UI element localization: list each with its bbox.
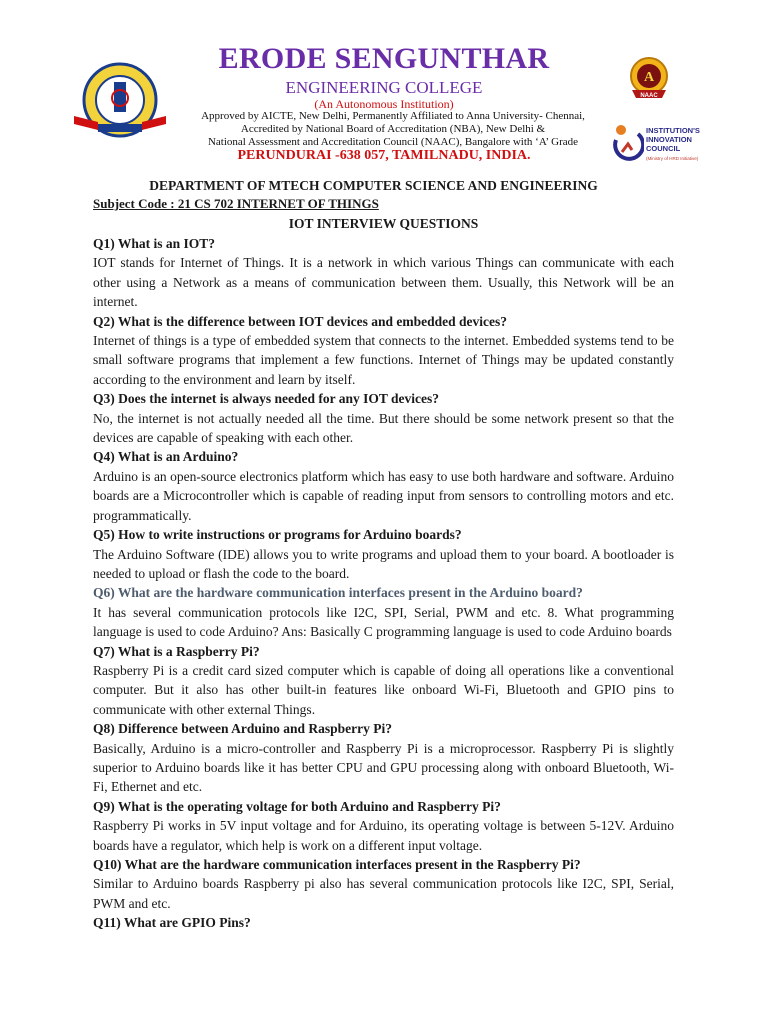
answer: Similar to Arduino boards Raspberry pi also has several communication protocols like I2C, SPI, Serial, PWM and etc. xyxy=(93,876,674,911)
qa-item xyxy=(93,719,674,797)
answer: Internet of things is a type of embedded system that connects to the internet. Embedded systems tend to be small software programs that implement a few functions. Internet of Things may be updated constantly according to the environment and learn by itself. xyxy=(93,333,674,387)
answer: IOT stands for Internet of Things. It is a network in which various Things can communicate with each other using a Network as a means of communication between them. Usually, this Network will be an internet. xyxy=(93,255,674,310)
qa-item xyxy=(93,447,674,525)
question: Q6) What are the hardware communication interfaces present in the Arduino board? xyxy=(93,585,583,601)
answer: Raspberry Pi works in 5V input voltage and for Arduino, its operating voltage is between 5-12V. Arduino boards have a regulator, which help is work on a different input voltage. xyxy=(93,818,674,853)
qa-item xyxy=(93,525,674,583)
qa-item xyxy=(93,855,674,913)
answer: It has several communication protocols like I2C, SPI, Serial, PWM and etc. 8. What programming language is used to code Arduino? Ans: Basically C programming language is used to code Arduino boards xyxy=(93,604,674,640)
qa-item xyxy=(93,389,674,447)
autonomous-status: (An Autonomous Institution) xyxy=(314,97,454,111)
naac-logo xyxy=(626,56,672,114)
iic-title-line: INNOVATION xyxy=(646,135,692,144)
qa-item xyxy=(93,312,674,390)
naac-letter: A xyxy=(643,70,655,85)
answer: No, the internet is not actually needed all the time. But there should be some network present so that the devices are capable of speaking with each other. xyxy=(93,410,674,446)
qa-item xyxy=(93,642,674,720)
question: Q3) Does the internet is always needed for any IOT devices? xyxy=(93,391,439,407)
college-name: ERODE SENGUNTHAR xyxy=(218,42,550,75)
naac-badge-icon xyxy=(626,56,672,104)
iic-logo xyxy=(612,122,716,168)
document-body xyxy=(93,176,674,933)
question: Q8) Difference between Arduino and Raspberry Pi? xyxy=(93,721,392,737)
iic-title-line: INSTITUTION'S xyxy=(646,126,700,135)
answer: Arduino is an open-source electronics platform which has easy to use both hardware and software. Arduino boards are a Microcontroller which is capable of reading input from sensors to controlling motors and etc. programmatically. xyxy=(93,468,674,523)
answer: Raspberry Pi is a credit card sized computer which is capable of doing all operations like a conventional computer. But it also has other built-in features like onboard Wi-Fi, Bluetooth and GPIO pins to communicate with other external Things. xyxy=(93,662,674,717)
question: Q5) How to write instructions or programs for Arduino boards? xyxy=(93,527,462,543)
subject-code: Subject Code : 21 CS 702 INTERNET OF THINGS xyxy=(93,196,379,211)
question: Q7) What is a Raspberry Pi? xyxy=(93,643,260,659)
question: Q2) What is the difference between IOT devices and embedded devices? xyxy=(93,313,507,329)
letterhead xyxy=(0,0,768,170)
question: Q9) What is the operating voltage for both Arduino and Raspberry Pi? xyxy=(93,798,501,814)
naac-label: NAAC xyxy=(640,93,658,99)
approval-line: Approved by AICTE, New Delhi, Permanently Affiliated to Anna University- Chennai, xyxy=(201,110,585,122)
qa-item xyxy=(93,583,674,641)
college-subtitle: ENGINEERING COLLEGE xyxy=(285,78,483,97)
question: Q10) What are the hardware communication interfaces present in the Raspberry Pi? xyxy=(93,857,581,872)
qa-item xyxy=(93,913,674,932)
question: Q4) What is an Arduino? xyxy=(93,449,239,465)
iic-title-line: COUNCIL xyxy=(646,144,681,153)
approval-line: Accredited by National Board of Accreditation (NBA), New Delhi & xyxy=(240,123,546,135)
iic-title xyxy=(646,126,700,153)
answer: Basically, Arduino is a micro-controller and Raspberry Pi is a microprocessor. Raspberry Pi is slightly superior to Arduino boards like it has better CPU and GPU processing along with onboard Bluetooth, Wi-Fi, Ethernet and etc. xyxy=(93,740,674,795)
approval-line: National Assessment and Accreditation Council (NAAC), Bangalore with ‘A’ Grade xyxy=(207,136,579,148)
qa-item xyxy=(93,797,674,855)
iic-emblem-icon xyxy=(612,122,644,164)
answer: The Arduino Software (IDE) allows you to write programs and upload them to your board. A bootloader is needed to upload or flash the code to the board. xyxy=(93,546,674,581)
approval-text xyxy=(185,110,601,149)
document-title: IOT INTERVIEW QUESTIONS xyxy=(288,216,479,231)
department-heading: DEPARTMENT OF MTECH COMPUTER SCIENCE AND ENGINEERING xyxy=(149,178,598,193)
question: Q1) What is an IOT? xyxy=(93,236,216,251)
iic-subtitle: (Ministry of HRD Initiative) xyxy=(646,156,699,161)
question: Q11) What are GPIO Pins? xyxy=(93,915,251,931)
college-address: PERUNDURAI -638 057, TAMILNADU, INDIA. xyxy=(237,148,531,163)
qa-item xyxy=(93,234,674,312)
